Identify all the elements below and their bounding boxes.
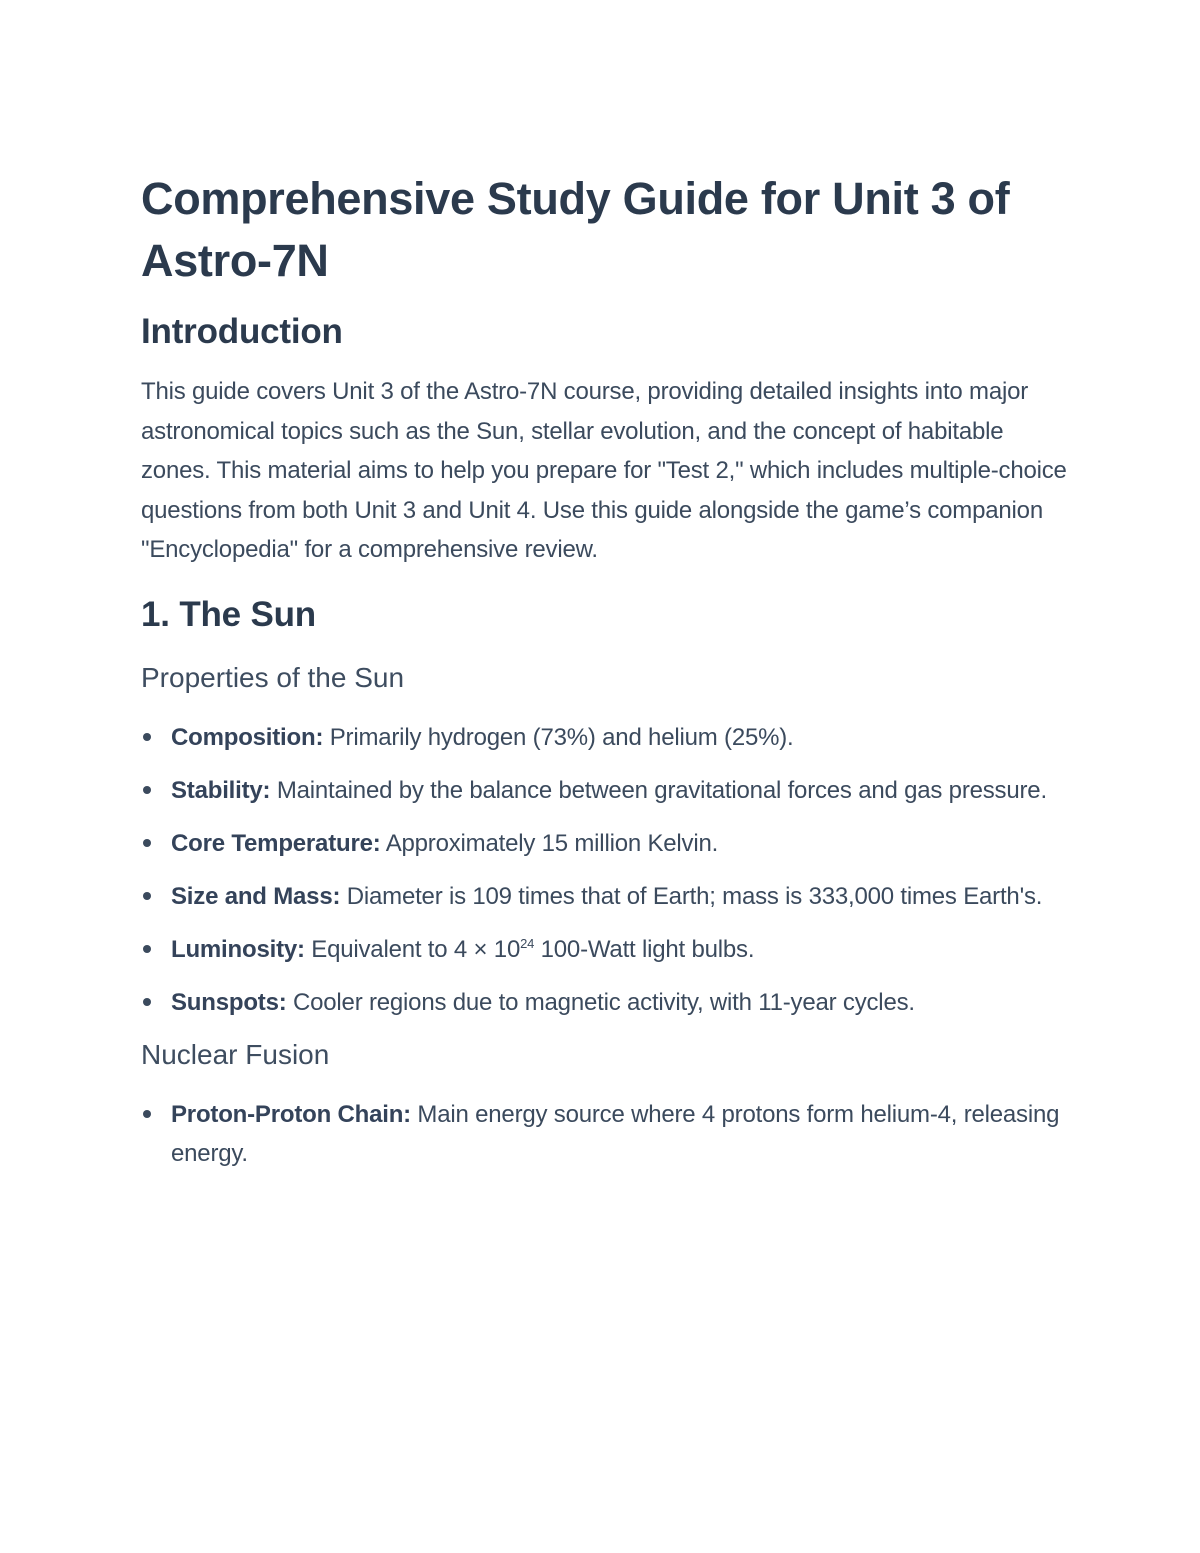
list-item [141,983,1071,1023]
item-text: Main energy source where 4 protons form helium-4, releasing energy. [171,1100,1060,1167]
section-sun-heading: 1. The Sun [141,594,316,634]
document-title: Comprehensive Study Guide for Unit 3 of Astro-7N [141,173,1010,286]
item-term: Proton-Proton Chain: [171,1100,411,1128]
list-item [141,771,1071,811]
item-term: Core Temperature: [171,829,381,857]
item-text-after: 100-Watt light bulbs. [534,935,755,963]
bullet-icon [143,945,151,953]
introduction-heading: Introduction [141,312,343,351]
bullet-icon [143,1110,151,1118]
item-term: Sunspots: [171,988,287,1016]
item-text-before: Equivalent to 4 × 10 [304,935,521,963]
document-page [141,168,1071,1187]
nuclear-fusion-heading: Nuclear Fusion [141,1038,330,1070]
bullet-icon [143,839,151,847]
list-item [141,718,1071,758]
properties-heading: Properties of the Sun [141,661,405,693]
item-term: Composition: [171,723,324,751]
item-text: Cooler regions due to magnetic activity, with 11-year cycles. [286,988,915,1016]
bullet-icon [143,892,151,900]
bullet-icon [143,733,151,741]
item-text: Primarily hydrogen (73%) and helium (25%). [323,723,794,751]
item-text: Maintained by the balance between gravitational forces and gas pressure. [270,776,1047,804]
exponent: 24 [520,935,535,951]
item-term: Stability: [171,776,271,804]
list-item [141,930,1071,970]
introduction-paragraph: This guide covers Unit 3 of the Astro-7N course, providing detailed insights into major astronomical topics such as the Sun, stellar evolution, and the concept of habitable zones. This material aims to help you prepare for "Test 2," which includes multiple-choice questions from both Unit 3 and Unit 4. Use this guide alongside the game’s companion "Encyclopedia" for a comprehensive review. [141,378,1067,563]
properties-list [141,718,1071,1023]
item-text: Diameter is 109 times that of Earth; mass is 333,000 times Earth's. [340,882,1043,910]
item-term: Size and Mass: [171,882,341,910]
list-item [141,1095,1071,1174]
fusion-list [141,1095,1071,1174]
bullet-icon [143,998,151,1006]
bullet-icon [143,786,151,794]
list-item [141,824,1071,864]
item-term: Luminosity: [171,935,305,963]
item-text: Approximately 15 million Kelvin. [380,829,719,857]
list-item [141,877,1071,917]
